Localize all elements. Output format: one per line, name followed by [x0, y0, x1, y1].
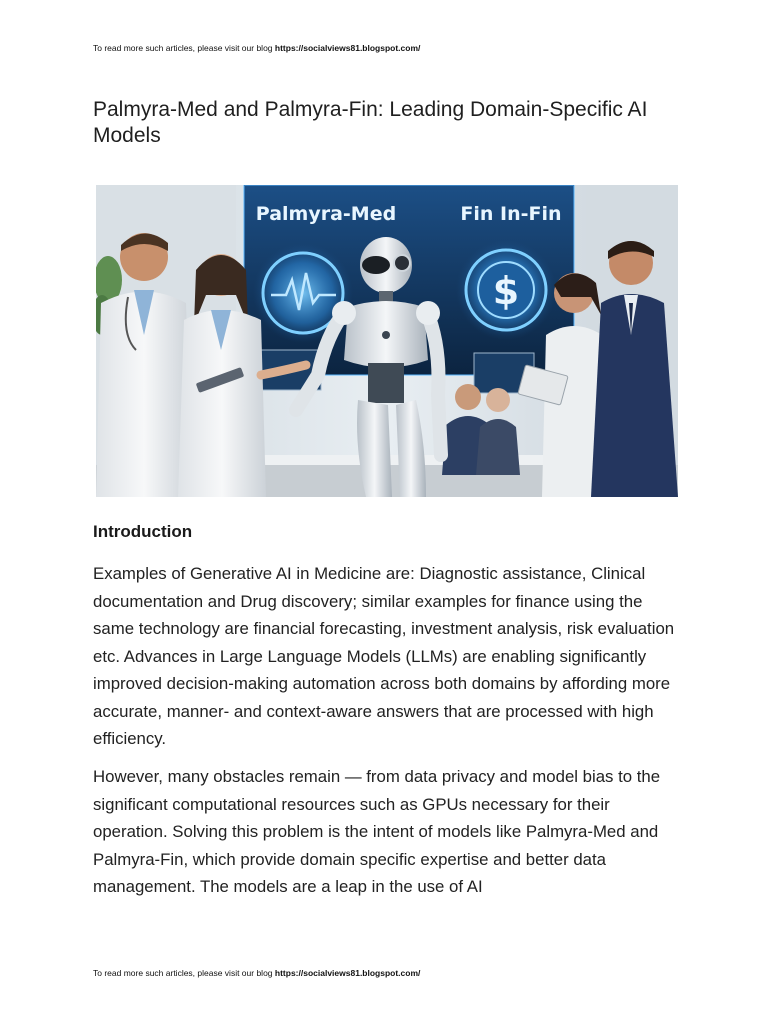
article-title: Palmyra-Med and Palmyra-Fin: Leading Domain-Specific AI Models [93, 98, 648, 147]
footer-note-text: To read more such articles, please visit our blog [93, 968, 275, 978]
footer-note-link[interactable]: https://socialviews81.blogspot.com/ [274, 968, 421, 978]
paragraph-2: However, many obstacles remain — from data privacy and model bias to the significant computational resources such as GPUs necessary for their operation. Solving this problem is the intent of models like Palmyra-Med and Palmyra-Fin, which provide domain specific expertise and better data management. The models are a leap in the use of AI [93, 767, 661, 896]
screen-label-med: Palmyra-Med [255, 203, 397, 225]
section-heading-introduction: Introduction [93, 522, 193, 541]
hero-image [96, 185, 678, 497]
svg-text:$: $ [492, 269, 520, 313]
header-note-link[interactable]: https://socialviews81.blogspot.com/ [274, 43, 421, 53]
header-note [93, 43, 420, 53]
header-note-text: To read more such articles, please visit our blog [93, 43, 275, 53]
footer-note [93, 968, 420, 978]
paragraph-1: Examples of Generative AI in Medicine are: Diagnostic assistance, Clinical documentation and Drug discovery; similar examples for finance using the same technology are financial forecasting, investment analysis, risk evaluation etc. Advances in Large Language Models (LLMs) are enabling significantly improved decision-making automation across both domains by affording more accurate, manner- and context-aware answers that are processed with high efficiency. [93, 564, 675, 748]
screen-label-fin: Fin In-Fin [460, 203, 562, 225]
